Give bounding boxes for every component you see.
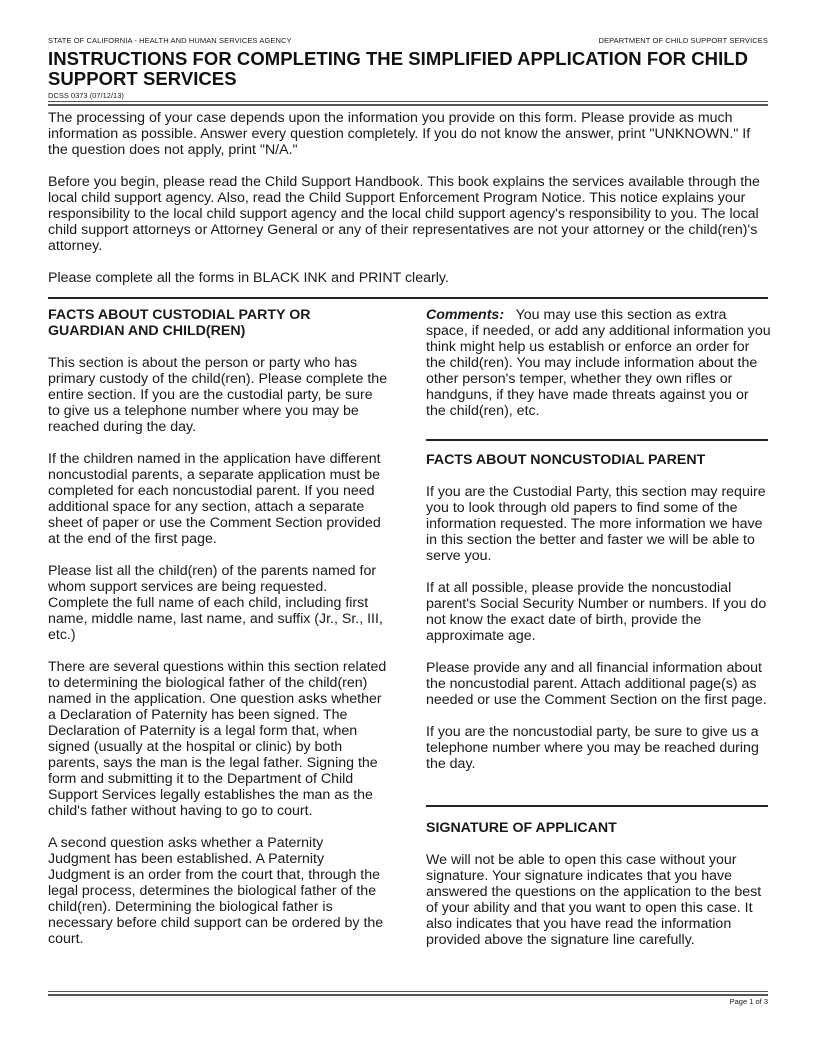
page-number: Page 1 of 3 [729,997,768,1006]
comments-label: Comments: [426,307,505,323]
intro-paragraph: The processing of your case depends upon the information you provide on this form. Please provide as much information as possible. Answer every question completely. If you do not know the answer, print "UNKNOWN." If the question does not apply, print "N/A." [48,110,751,158]
footer-divider [48,991,768,996]
section-paragraph: If you are the Custodial Party, this section may require you to look through old papers to find some of the information requested. The more information we have in this section the better and faster we will be able to serve you. [426,484,766,564]
section-heading: FACTS ABOUT CUSTODIAL PARTY OR GUARDIAN AND CHILD(REN) [48,307,311,339]
intro-section [48,110,768,302]
comments-text: You may use this section as extra space, if needed, or add any additional information you think might help us establish or enforce an order for the child(ren). You may include information about the other person's temper, whether they own rifles or handguns, if they have made threats against you or the child(ren), etc. [426,307,771,419]
section-paragraph: We will not be able to open this case without your signature. Your signature indicates that you have answered the questions on the application to the best of your ability and that you want to open this case. It also indicates that you have read the information provided above the signature line carefully. [426,852,762,948]
section-divider [426,439,768,441]
section-paragraph: Please provide any and all financial information about the noncustodial parent. Attach additional page(s) as needed or use the Comment Section on the first page. [426,660,767,708]
section-paragraph: A second question asks whether a Paternity Judgment has been established. A Paternity Judgment is an order from the court that, through the legal process, determines the biological father of the child(ren). Determining the biological father is necessary before child support can be ordered by the court. [48,835,384,947]
agency-label: STATE OF CALIFORNIA - HEALTH AND HUMAN SERVICES AGENCY [48,36,292,45]
department-label: DEPARTMENT OF CHILD SUPPORT SERVICES [598,36,768,45]
custodial-party-section [48,307,388,963]
page-title [48,49,768,89]
noncustodial-parent-section [426,452,771,788]
section-paragraph: Please list all the child(ren) of the parents named for whom support services are being requested. Complete the full name of each child, including first name, middle name, last name, and suffix (Jr., Sr., III, etc.) [48,563,383,643]
header-divider [48,101,768,106]
section-heading: FACTS ABOUT NONCUSTODIAL PARENT [426,452,706,468]
signature-section [426,820,771,964]
form-number: DCSS 0373 (07/12/13) [48,91,124,100]
section-paragraph: This section is about the person or party who has primary custody of the child(ren). Please complete the entire section. If you are the custodial party, be sure to give us a telephone number where you may be reached during the day. [48,355,388,435]
comments-paragraph [426,307,771,419]
section-paragraph: There are several questions within this section related to determining the biological father of the child(ren) named in the application. One question asks whether a Declaration of Paternity has been signed. The Declaration of Paternity is a legal form that, when signed (usually at the hospital or clinic) by both parents, says the man is the legal father. Signing the form and submitting it to the Department of Child Support Services legally establishes the man as the child's father without having to go to court. [48,659,387,819]
comments-section [426,307,771,435]
section-divider [426,805,768,807]
section-heading: SIGNATURE OF APPLICANT [426,820,617,836]
intro-paragraph: Before you begin, please read the Child Support Handbook. This book explains the services available through the local child support agency. Also, read the Child Support Enforcement Program Notice. This notice explains your responsibility to the local child support agency and the local child support agency's responsibility to you. The local child support attorneys or Attorney General or any of their representatives are not your attorney or the child(ren)'s attorney. [48,174,760,254]
section-paragraph: If the children named in the application have different noncustodial parents, a separate application must be completed for each noncustodial parent. If you need additional space for any section, attach a separate sheet of paper or use the Comment Section provided at the end of the first page. [48,451,381,547]
section-divider [48,297,768,299]
section-paragraph: If you are the noncustodial party, be sure to give us a telephone number where you may be reached during the day. [426,724,759,772]
intro-paragraph: Please complete all the forms in BLACK INK and PRINT clearly. [48,270,449,286]
title-line-1: INSTRUCTIONS FOR COMPLETING THE SIMPLIFIED APPLICATION FOR CHILD [48,48,749,69]
section-paragraph: If at all possible, please provide the noncustodial parent's Social Security Number or numbers. If you do not know the exact date of birth, provide the approximate age. [426,580,767,644]
title-line-2: SUPPORT SERVICES [48,68,237,89]
